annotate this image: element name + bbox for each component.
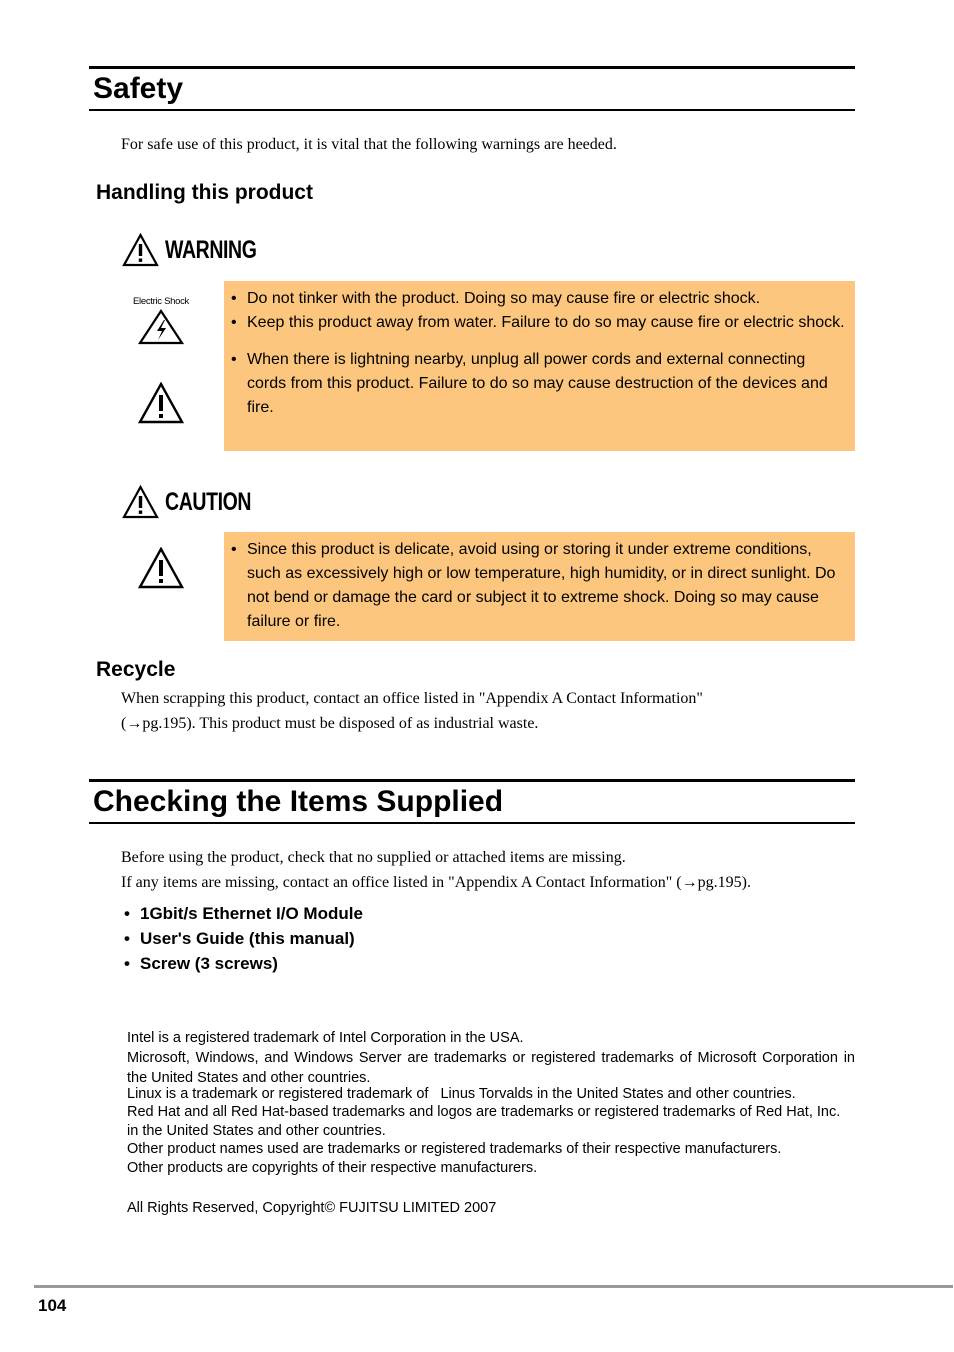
trademark-other-products: Other products are copyrights of their respective manufacturers. — [127, 1159, 538, 1176]
list-item: • 1Gbit/s Ethernet I/O Module — [124, 904, 363, 923]
handling-heading: Handling this product — [96, 181, 313, 204]
general-caution-symbol — [133, 547, 189, 594]
footer-rule — [34, 1285, 953, 1288]
warning-item: • When there is lightning nearby, unplug all power cords and external connecting cords from this product. Failure to do so may cause destruction of the devices and fire. — [231, 351, 828, 416]
checking-text-line-2: If any items are missing, contact an office listed in "Appendix A Contact Information" (→pg.195). — [121, 874, 751, 891]
electric-shock-label: Electric Shock — [133, 296, 189, 307]
trademark-linux: Linux is a trademark or registered trademark of Linus Torvalds in the United States and other countries. — [127, 1085, 796, 1102]
trademark-intel: Intel is a registered trademark of Intel Corporation in the USA. — [127, 1030, 524, 1046]
section-title-checking-items: Checking the Items Supplied — [89, 779, 855, 824]
caution-box — [224, 532, 855, 641]
section-title-safety: Safety — [89, 66, 855, 111]
general-warning-symbol — [133, 382, 189, 429]
exclamation-triangle-icon — [138, 547, 184, 589]
warning-signal — [122, 232, 282, 268]
list-item: • Screw (3 screws) — [124, 954, 278, 973]
warning-box — [224, 281, 855, 451]
recycle-heading: Recycle — [96, 658, 176, 681]
list-item: • User's Guide (this manual) — [124, 929, 355, 948]
caution-triangle-icon — [122, 484, 159, 520]
trademark-redhat: Red Hat and all Red Hat-based trademarks and logos are trademarks or registered trademarks of Red Hat, Inc. in the United States and other countries. — [127, 1104, 841, 1139]
recycle-text-line-2: (→pg.195). This product must be disposed of as industrial waste. — [121, 715, 539, 732]
trademark-notices — [127, 1029, 855, 1177]
copyright: All Rights Reserved, Copyright© FUJITSU LIMITED 2007 — [127, 1200, 497, 1216]
electric-shock-icon — [138, 309, 184, 345]
caution-item: • Since this product is delicate, avoid using or storing it under extreme conditions, such as excessively high or low temperature, high humidity, or in direct sunlight. Do not bend or damage the card or subject it to extreme shock. Doing so may cause failure or fire. — [231, 541, 836, 630]
recycle-text-line-1: When scrapping this product, contact an office listed in "Appendix A Contact Information" — [121, 690, 703, 707]
page-number: 104 — [38, 1296, 67, 1315]
checking-text-line-1: Before using the product, check that no supplied or attached items are missing. — [121, 849, 626, 866]
caution-signal — [122, 484, 275, 520]
warning-label: WARNING — [165, 235, 257, 264]
electric-shock-symbol — [130, 296, 192, 350]
exclamation-triangle-icon — [138, 382, 184, 424]
warning-item: • Keep this product away from water. Failure to do so may cause fire or electric shock. — [231, 314, 845, 331]
warning-triangle-icon — [122, 232, 159, 268]
safety-intro: For safe use of this product, it is vital that the following warnings are heeded. — [121, 136, 617, 153]
supplied-items-list — [124, 901, 363, 976]
caution-label: CAUTION — [165, 487, 252, 516]
trademark-microsoft: Microsoft, Windows, and Windows Server are trademarks or registered trademarks of Microsoft Corporation in the United States and other countries. — [127, 1049, 855, 1086]
warning-item: • Do not tinker with the product. Doing so may cause fire or electric shock. — [231, 290, 761, 307]
trademark-other-names: Other product names used are trademarks or registered trademarks of their respective manufacturers. — [127, 1141, 782, 1157]
